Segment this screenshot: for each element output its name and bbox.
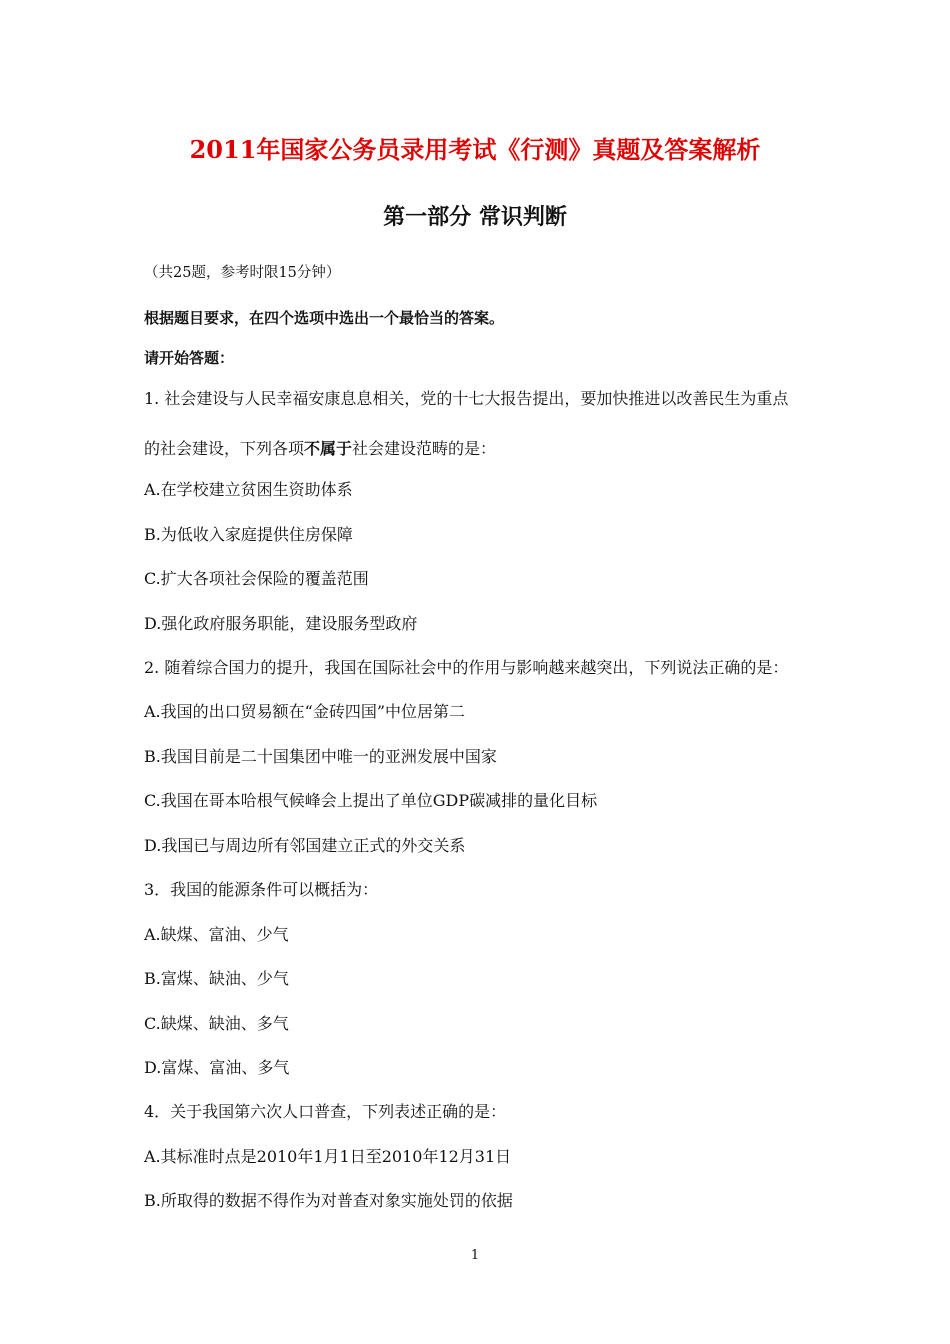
- question-1-option-c: C.扩大各项社会保险的覆盖范围: [144, 569, 369, 588]
- question-2-option-b: B.我国目前是二十国集团中唯一的亚洲发展中国家: [144, 747, 497, 766]
- question-1-option-b: B.为低收入家庭提供住房保障: [144, 525, 353, 544]
- time-note: （共25题，参考时限15分钟）: [144, 265, 341, 281]
- question-3-option-c: C.缺煤、缺油、多气: [144, 1014, 289, 1033]
- question-3-stem: 3．我国的能源条件可以概括为：: [144, 880, 379, 899]
- instruction-text: 根据题目要求，在四个选项中选出一个最恰当的答案。: [144, 309, 505, 327]
- question-3-option-d: D.富煤、富油、多气: [144, 1058, 290, 1077]
- question-3-option-a: A.缺煤、富油、少气: [144, 925, 289, 944]
- question-1-option-a: A.在学校建立贫困生资助体系: [144, 480, 353, 499]
- question-4-option-a: A.其标准时点是2010年1月1日至2010年12月31日: [144, 1147, 512, 1166]
- question-1-stem: 1. 社会建设与人民幸福安康息息相关，党的十七大报告提出，要加快推进以改善民生为重点: [144, 389, 789, 408]
- emphasis-text: 不属于: [304, 439, 353, 458]
- question-4-stem: 4．关于我国第六次人口普查，下列表述正确的是：: [144, 1102, 507, 1121]
- question-1-stem-continued: 的社会建设，下列各项不属于社会建设范畴的是：: [144, 439, 497, 458]
- question-2-option-d: D.我国已与周边所有邻国建立正式的外交关系: [144, 836, 466, 855]
- page-number: 1: [470, 1248, 480, 1263]
- start-text: 请开始答题：: [144, 349, 235, 367]
- question-2-option-c: C.我国在哥本哈根气候峰会上提出了单位GDP碳减排的量化目标: [144, 791, 598, 810]
- question-1-option-d: D.强化政府服务职能，建设服务型政府: [144, 614, 418, 633]
- question-4-option-b: B.所取得的数据不得作为对普查对象实施处罚的依据: [144, 1191, 513, 1210]
- question-2-option-a: A.我国的出口贸易额在“金砖四国”中位居第二: [144, 702, 466, 721]
- question-3-option-b: B.富煤、缺油、少气: [144, 969, 289, 988]
- section-heading: 第一部分 常识判断: [383, 204, 567, 230]
- document-title: 2011年国家公务员录用考试《行测》真题及答案解析: [189, 135, 761, 164]
- question-2-stem: 2. 随着综合国力的提升，我国在国际社会中的作用与影响越来越突出，下列说法正确的是：: [144, 658, 789, 677]
